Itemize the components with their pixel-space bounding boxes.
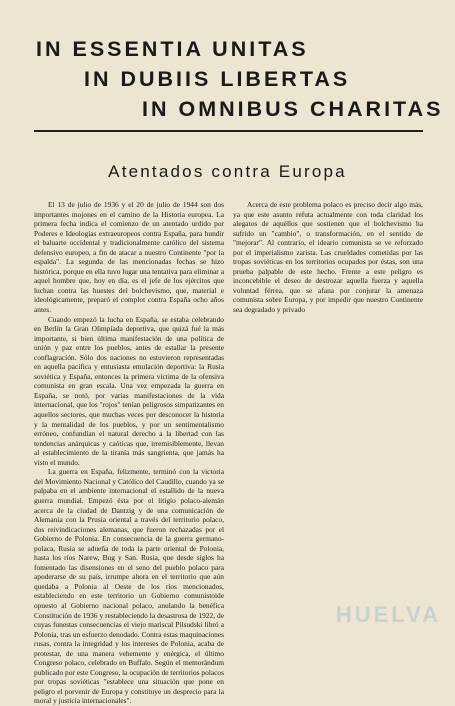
article-column-left [34,200,224,706]
motto-line-1: IN ESSENTIA UNITAS [36,37,309,61]
motto-line-3: IN OMNIBUS CHARITAS [142,97,444,121]
paragraph-3: La guerra en España, felizmente, terminó con la victoria del Movimiento Nacional y Católico del Caudillo, cuando ya se palpaba en el ambiente internacional el estallido de la nueva guerra mundial. Empezó ésta por el litigio polaco-alemán acerca de la ciudad de Dantzig y de una comunicación de Alemania con la Prusia oriental a través del territorio polaco, dos reivindicaciones alemanas, que fueron rechazadas por el Gobierno de Polonia. En consecuencia de la guerra germano-polaca, Rusia se adueña de toda la parte oriental de Polonia, hasta los ríos Narew, Bug y San. Rusia, que desde siglos ha fomentado las disensiones en el seno del pueblo polaco para apoderarse de su país, irrumpe ahora en el territorio que aún quedaba a Polonia al Oeste de los ríos mencionados, estableciendo en este territorio un Gobierno comunistoide opuesto al Gobierno nacional polaco, anulando la benéfica Constitución de 1936 y restableciendo la desastrosa de 1922, de cuyas funestas consecuencias el viejo mariscal Pilsudski libró a Polonia, tras un esfuerzo denodado. Contra estas maquinaciones rusas, contra la integridad y los intereses de Polonia, acaba de protestar, de una manera vehemente y enérgica, el último Congreso polaco, celebrado en Buffalo. Según el memorándum publicado por este Congreso, la ocupación de territorios polacos por tropas soviéticas "establece una situación que pone en peligro el porvenir de Europa y constituye un desprecio para la moral y justicia internacionales". [34,467,224,706]
paragraph-1: El 13 de julio de 1936 y el 20 de julio de 1944 son dos importantes mojones en el camino de la Historia europea. La primera fecha indica el comienzo de un atentado urdido por Poderes e Ideologías extraeuropeos contra España, para hundir el baluarte occidental y tradicionalmente católico del sistema defensivo europeo, a fin de atacar a nuestro Continente "por la espalda". La segunda de las mencionadas fechas se hizo histórica, porque en ella tuvo lugar una tentativa para eliminar a aquel hombre que, hoy en día, es el jefe de los ejércitos que luchan contra las huestes del bolchevismo, que, material e ideológicamente, preparó el complot contra España ocho años antes. [34,200,224,315]
article-title: Atentados contra Europa [108,162,347,181]
motto-line-2: IN DUBIIS LIBERTAS [84,67,351,91]
paragraph-4: Acerca de este problema polaco es preciso decir algo más, ya que este asunto refuta actualmente con toda claridad los alegatos de aquéllos que sostienen que el bolchevismo ha sufrido un "cambio", o transformación, en el sentido de "mejorar". Al contrario, el ideario comunista se ve reforzado por el imperialismo zarista. Las crueldades cometidas por las tropas soviéticas en los territorios ocupados por éstas, son una prueba palpable de este hecho. Frente a este peligro es inconcebible el deseo de destrozar aquella fuerza y aquella voluntad férrea, que se afana por conjurar la amenaza comunista sobre Europa, y por impedir que nuestro Continente sea degradado y privado [233,200,423,315]
article-column-right [233,200,423,315]
header-rule [34,130,423,132]
paragraph-2: Cuando empezó la lucha en España, se estaba celebrando en Berlín la Gran Olimpíada deportiva, que quizá fué la más importante, si bien última manifestación de una política de unión y paz entre los pueblos, antes de estallar la presente conflagración. Sólo dos naciones no estuvieron representadas en aquella pacífica y entusiasta emulación deportiva: la Rusia soviética y España, entonces la primera víctima de la ofensiva comunista en gran escala. Una vez empezada la guerra en España, se notó, por varias manifestaciones de la vida internacional, que los "rojos" tenían peligrosos simpatizantes en aquellos sectores, que muchas veces por desconocer la historia y la mentalidad de los pueblos, y por un sentimentalismo erróneo, confundían el natural derecho a la libertad con las tendencias anárquicas y caóticas que, irremisiblemente, llevan al establecimiento de la tiranía más sangrienta, que jamás ha visto el mundo. [34,314,224,467]
library-watermark: HUELVA [335,602,441,627]
